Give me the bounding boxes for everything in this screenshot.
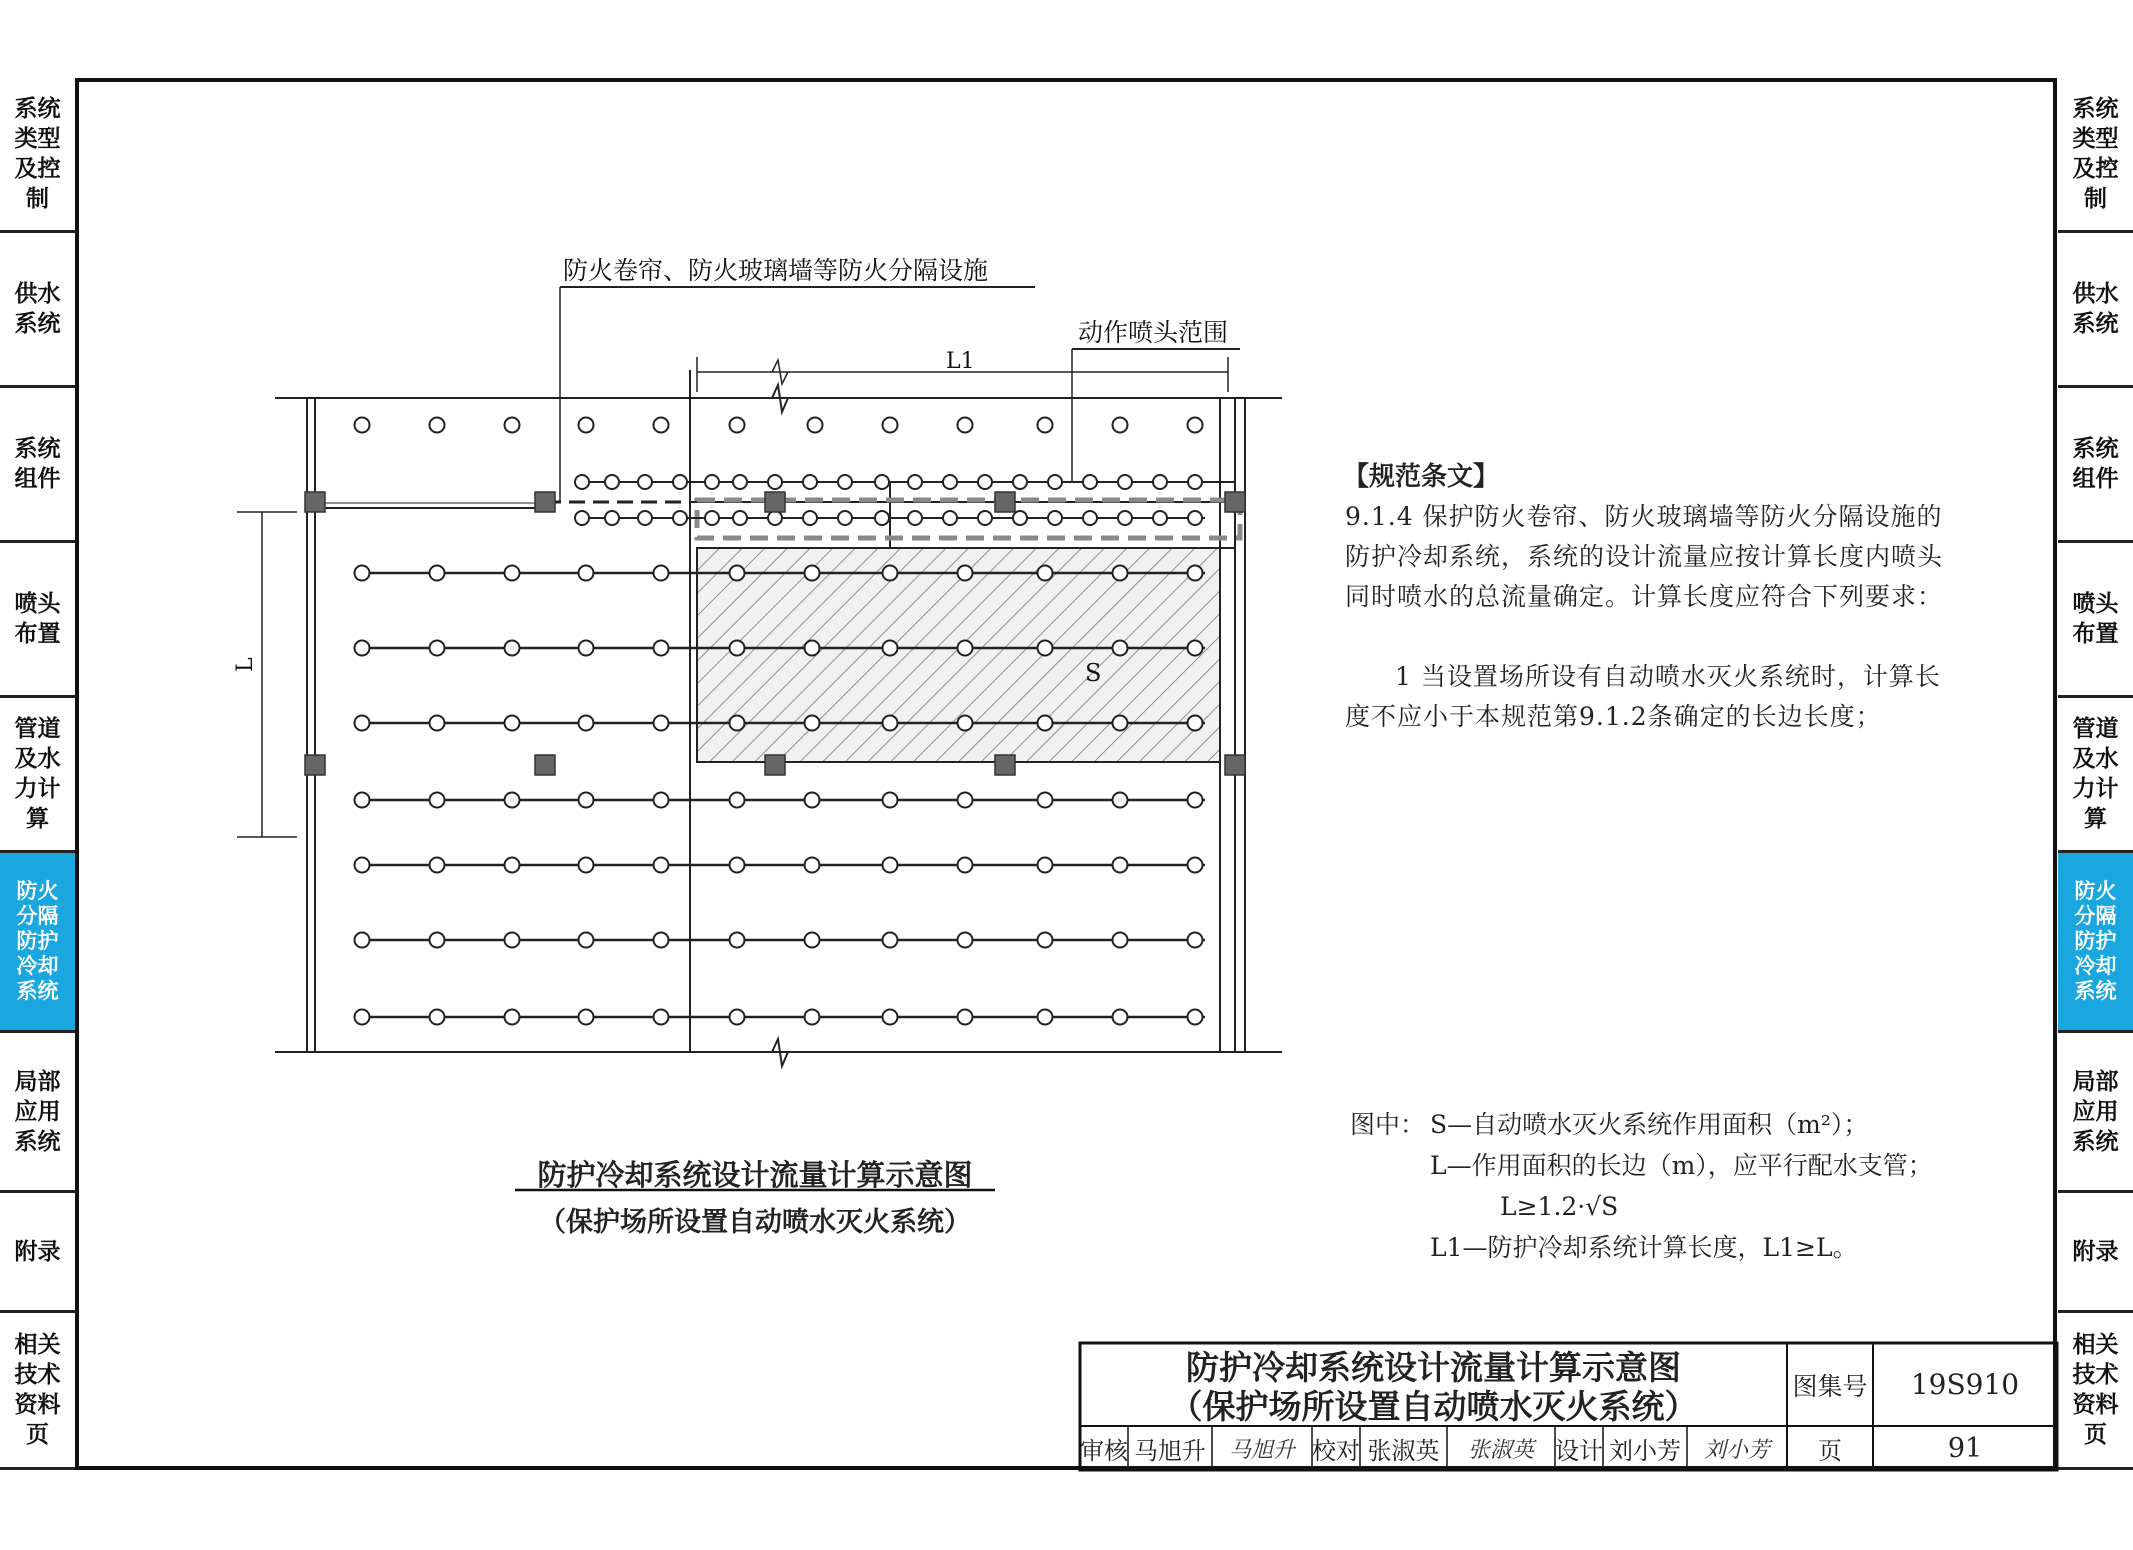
sidebar-tab-label: 防火分隔防护冷却系统 <box>2074 879 2117 1003</box>
title-block-title-line1: 防护冷却系统设计流量计算示意图 <box>1186 1347 1681 1387</box>
sidebar-tab-label: 防火分隔防护冷却系统 <box>16 879 59 1003</box>
sidebar-tab-label: 供水系统 <box>14 281 61 337</box>
atlas-number-label: 图集号 <box>1792 1371 1868 1401</box>
legend-l-definition: L—作用面积的长边（m），应平行配水支管； <box>1430 1151 1933 1180</box>
design-signature: 刘小芳 <box>1703 1437 1770 1463</box>
legend-s-definition: S—自动喷水灭火系统作用面积（m²）； <box>1430 1110 1869 1139</box>
page-label: 页 <box>1818 1436 1842 1465</box>
sidebar-tab-label: 局部应用系统 <box>14 1068 61 1155</box>
atlas-number: 19S910 <box>1910 1368 2020 1401</box>
sidebar-tab-label: 系统组件 <box>14 436 61 492</box>
sidebar-tab-label: 供水系统 <box>2072 281 2119 337</box>
norm-heading: 【规范条文】 <box>1343 462 1500 492</box>
sprinkler-range-callout: 动作喷头范围 <box>1078 318 1229 347</box>
title-block-title-line2: （保护场所设置自动喷水灭火系统） <box>1169 1386 1698 1426</box>
sidebar-tab-label: 系统类型及控制 <box>14 96 61 212</box>
design-name: 刘小芳 <box>1609 1436 1681 1465</box>
legend-l1-definition: L1—防护冷却系统计算长度，L1≥L。 <box>1430 1233 1858 1262</box>
sidebar-tab-label: 相关技术资料页 <box>14 1332 61 1448</box>
norm-clause: 9.1.4 保护防火卷帘、防火玻璃墙等防火分隔设施的防护冷却系统，系统的设计流量应按计算长度内喷头同时喷水的总流量确定。计算长度应符合下列要求： <box>1345 502 1944 611</box>
sidebar-tab-label: 相关技术资料页 <box>2072 1332 2119 1448</box>
figure-subtitle: （保护场所设置自动喷水灭火系统） <box>539 1207 971 1238</box>
page-number: 91 <box>1947 1432 1983 1464</box>
dimension-l1-label: L1 <box>946 349 975 374</box>
design-label: 设计 <box>1555 1436 1603 1465</box>
review-label: 审核 <box>1080 1436 1128 1465</box>
sidebar-tab-label: 管道及水力计算 <box>2072 716 2119 832</box>
sidebar-tab-label: 喷头布置 <box>2072 591 2119 647</box>
check-name: 张淑英 <box>1367 1436 1440 1465</box>
legend-prefix: 图中： <box>1350 1110 1426 1139</box>
check-label: 校对 <box>1312 1436 1360 1465</box>
sidebar-tab-label: 喷头布置 <box>14 591 61 647</box>
area-s-label: S <box>1085 659 1102 687</box>
sidebar-tab-label: 局部应用系统 <box>2072 1068 2119 1155</box>
dimension-l-label: L <box>233 657 258 672</box>
review-signature: 马旭升 <box>1228 1437 1295 1463</box>
review-name: 马旭升 <box>1134 1436 1206 1465</box>
sidebar-tab-label: 系统类型及控制 <box>2072 96 2119 212</box>
sidebar-tab-label: 系统组件 <box>2072 436 2119 492</box>
sidebar-tab-label: 管道及水力计算 <box>14 716 61 832</box>
sidebar-tab-label: 附录 <box>2072 1238 2119 1265</box>
legend-formula: L≥1.2·√S <box>1500 1192 1619 1221</box>
figure-title: 防护冷却系统设计流量计算示意图 <box>537 1158 973 1192</box>
sidebar-tab-label: 附录 <box>14 1238 61 1265</box>
barrier-callout: 防火卷帘、防火玻璃墙等防火分隔设施 <box>563 256 989 285</box>
norm-item-1: 1 当设置场所设有自动喷水灭火系统时，计算长度不应小于本规范第9.1.2条确定的长边长度； <box>1345 662 1941 731</box>
check-signature: 张淑英 <box>1467 1437 1534 1463</box>
